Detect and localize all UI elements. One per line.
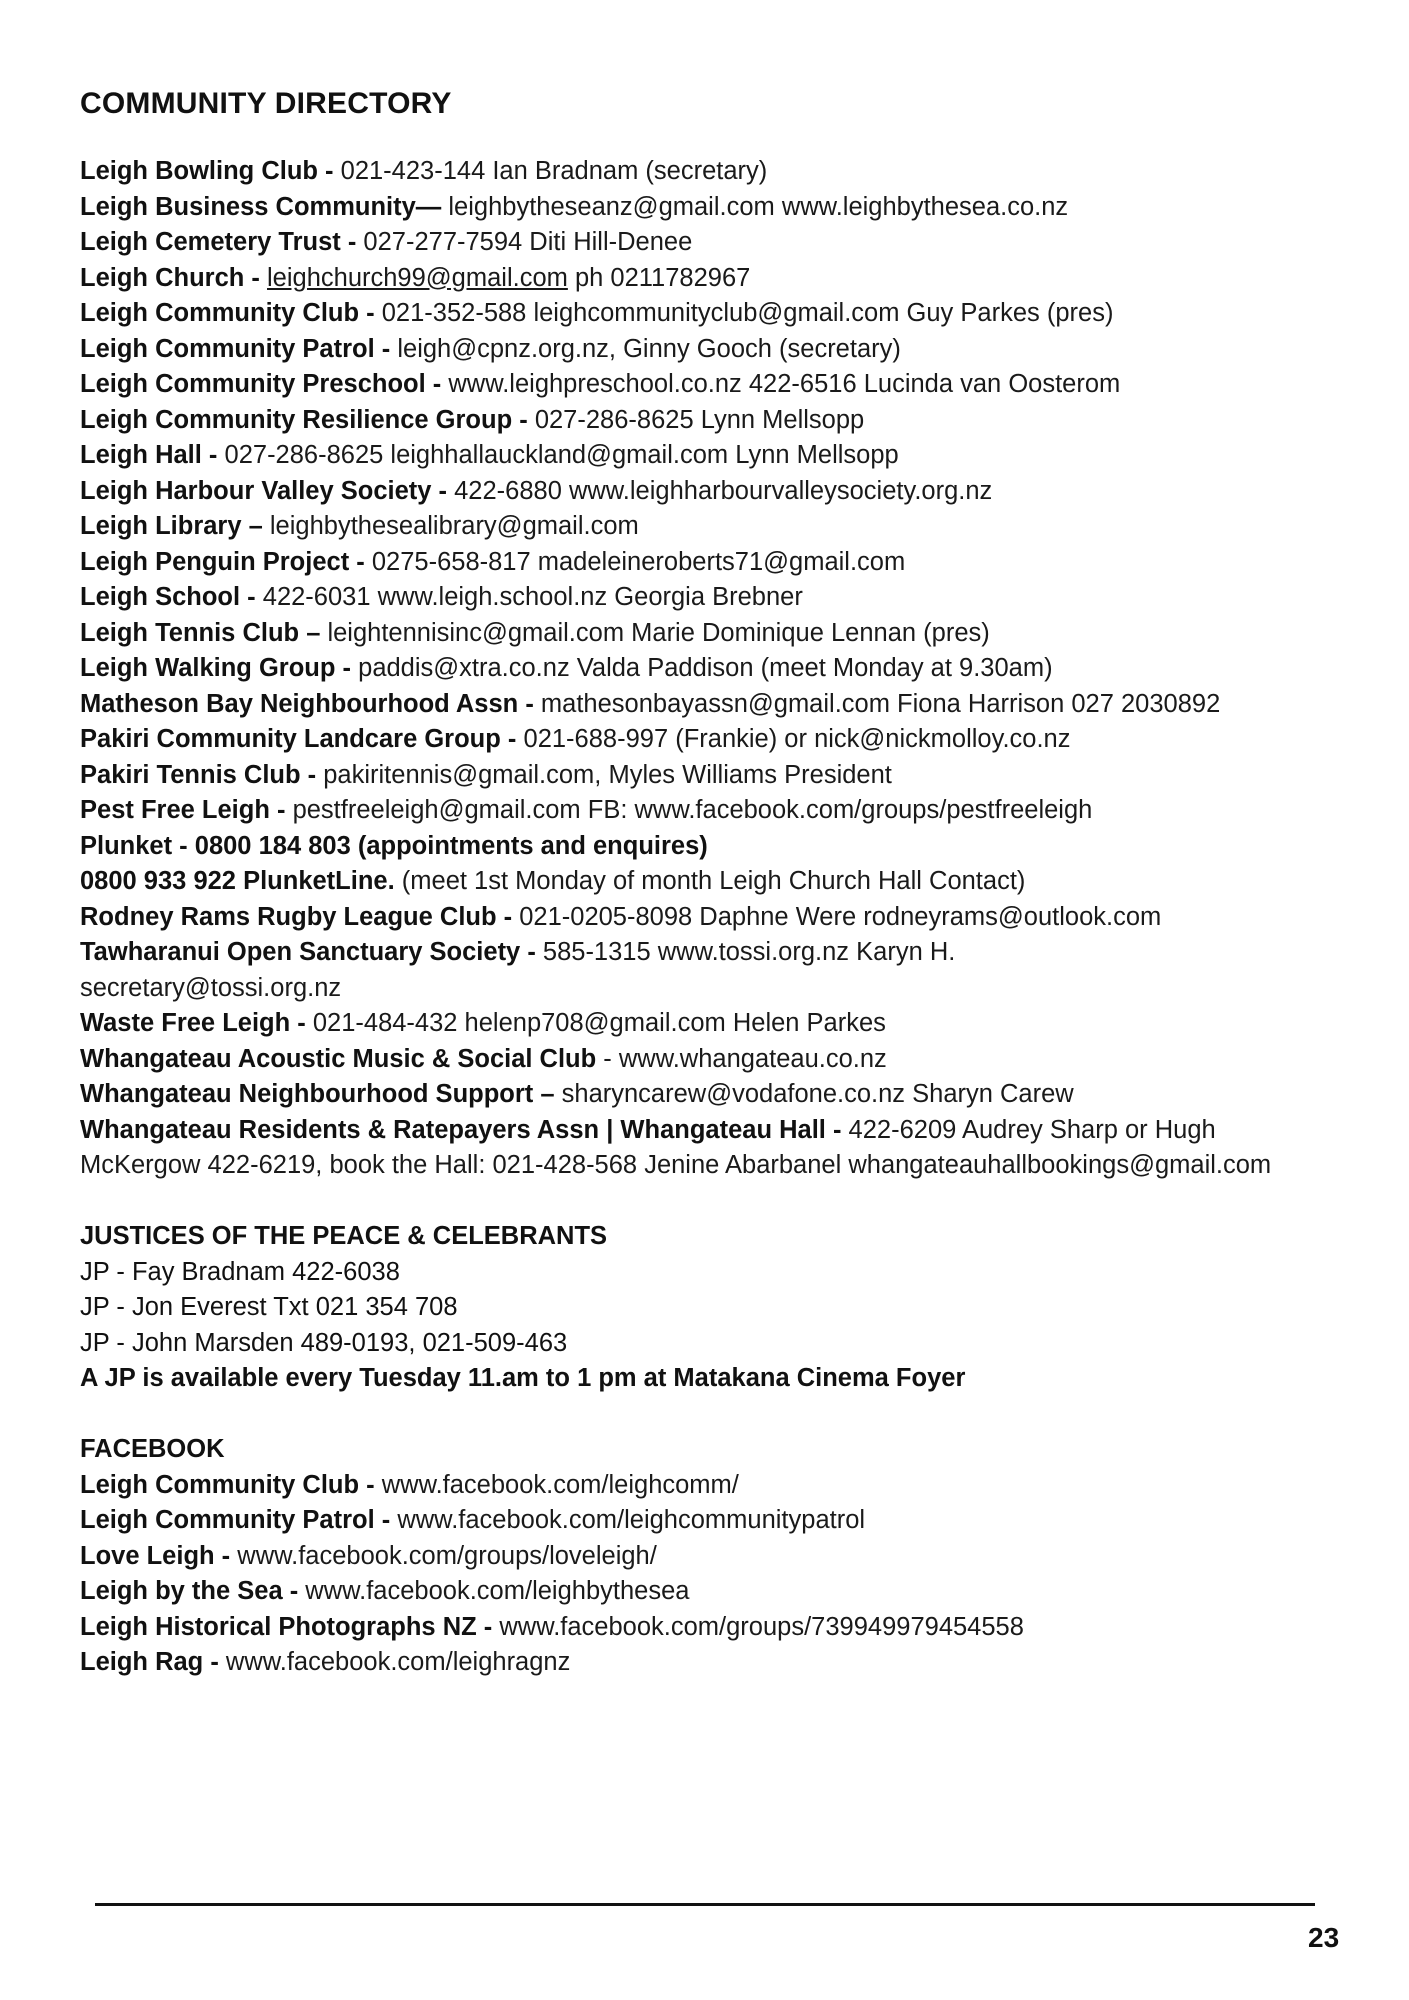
facebook-url: www.facebook.com/groups/739949979454558 xyxy=(492,1612,1024,1641)
entry-detail: 422-6880 www.leighharbourvalleysociety.org.nz xyxy=(447,476,993,505)
entry-name: Leigh Harbour Valley Society - xyxy=(80,476,448,505)
directory-entry xyxy=(80,474,1350,510)
entry-detail: leightennisinc@gmail.com Marie Dominique Lennan (pres) xyxy=(320,618,990,647)
entry-detail: 021-423-144 Ian Bradnam (secretary) xyxy=(333,157,768,185)
directory-entry xyxy=(80,722,1350,758)
directory-entry xyxy=(80,296,1350,332)
entry-detail: 0275-658-817 madeleineroberts71@gmail.com xyxy=(364,547,906,576)
directory-entry xyxy=(80,829,1350,865)
directory-entry xyxy=(80,367,1350,403)
directory-entry xyxy=(80,616,1350,652)
entry-name: Whangateau Neighbourhood Support – xyxy=(80,1080,555,1108)
directory-entry xyxy=(80,225,1350,261)
directory-entry xyxy=(80,1042,1350,1078)
entry-name: Waste Free Leigh - xyxy=(80,1009,306,1037)
entry-detail: 027-286-8625 Lynn Mellsopp xyxy=(527,405,865,434)
entry-name: Leigh Penguin Project - xyxy=(80,547,365,576)
directory-entry xyxy=(80,758,1350,794)
footer-divider xyxy=(95,1903,1315,1906)
directory-list xyxy=(80,154,1350,1681)
facebook-entry xyxy=(80,1468,1350,1504)
directory-entry xyxy=(80,261,1350,297)
directory-entry xyxy=(80,438,1350,474)
entry-name: Leigh Tennis Club – xyxy=(80,618,321,647)
entry-detail: sharyncarew@vodafone.co.nz Sharyn Carew xyxy=(554,1080,1074,1108)
page-number: 23 xyxy=(1308,1922,1340,1953)
entry-detail: 021-0205-8098 Daphne Were rodneyrams@outlook.com xyxy=(512,902,1162,931)
entry-detail: 021-484-432 helenp708@gmail.com Helen Parkes xyxy=(305,1009,886,1037)
facebook-section-heading: FACEBOOK xyxy=(80,1435,225,1463)
entry-detail: (meet 1st Monday of month Leigh Church Hall Contact) xyxy=(394,867,1026,895)
entry-name: Whangateau Acoustic Music & Social Club xyxy=(80,1044,597,1073)
entry-name: Leigh Hall - xyxy=(80,441,218,469)
directory-page xyxy=(80,84,1350,1681)
directory-entry xyxy=(80,509,1350,545)
jp-entry: JP - John Marsden 489-0193, 021-509-463 xyxy=(80,1328,568,1357)
entry-detail: ph 0211782967 xyxy=(567,263,751,292)
entry-name: Tawharanui Open Sanctuary Society - xyxy=(80,938,536,966)
entry-name: Plunket - 0800 184 803 (appointments and enquires) xyxy=(80,831,708,860)
directory-entry xyxy=(80,1006,1350,1042)
entry-name: Leigh Community Club - xyxy=(80,299,375,327)
entry-detail: leigh@cpnz.org.nz, Ginny Gooch (secretary) xyxy=(390,334,901,363)
jp-section-heading: JUSTICES OF THE PEACE & CELEBRANTS xyxy=(80,1222,608,1250)
facebook-page-name: Leigh Community Club - xyxy=(80,1470,375,1499)
entry-name: Leigh Community Preschool - xyxy=(80,370,442,398)
facebook-page-name: Love Leigh - xyxy=(80,1541,231,1570)
directory-entry xyxy=(80,687,1295,723)
entry-detail: paddis@xtra.co.nz Valda Paddison (meet Monday at 9.30am) xyxy=(351,654,1053,682)
facebook-entry xyxy=(80,1503,1350,1539)
directory-entry xyxy=(80,651,1350,687)
entry-detail: leighbytheseanz@gmail.com www.leighbythesea.co.nz xyxy=(441,192,1069,221)
entry-detail: 021-688-997 (Frankie) or nick@nickmolloy.co.nz xyxy=(516,725,1071,753)
entry-name: Leigh School - xyxy=(80,583,256,611)
directory-entry xyxy=(80,935,1160,1006)
directory-entry xyxy=(80,1077,1350,1113)
entry-name: Pest Free Leigh - xyxy=(80,796,286,824)
facebook-url: www.facebook.com/groups/loveleigh/ xyxy=(230,1541,657,1570)
entry-detail: pestfreeleigh@gmail.com FB: www.facebook.com/groups/pestfreeleigh xyxy=(285,796,1093,824)
directory-entry xyxy=(80,403,1350,439)
facebook-entry xyxy=(80,1645,1350,1681)
facebook-url: www.facebook.com/leighcomm/ xyxy=(374,1470,739,1499)
directory-entry xyxy=(80,154,1350,190)
directory-entry xyxy=(80,545,1350,581)
entry-detail: www.leighpreschool.co.nz 422-6516 Lucinda van Oosterom xyxy=(441,370,1121,398)
entry-name: Leigh Library – xyxy=(80,512,263,540)
directory-entry xyxy=(80,332,1350,368)
entry-name: Leigh Church - xyxy=(80,263,260,292)
entry-detail: mathesonbayassn@gmail.com Fiona Harrison 027 2030892 xyxy=(533,689,1221,718)
facebook-url: www.facebook.com/leighcommunitypatrol xyxy=(390,1506,866,1534)
entry-name: Leigh Business Community— xyxy=(80,192,442,221)
entry-name: Leigh Cemetery Trust - xyxy=(80,228,357,256)
directory-entry xyxy=(80,864,1350,900)
directory-entry xyxy=(80,1113,1330,1184)
facebook-page-name: Leigh by the Sea - xyxy=(80,1577,299,1605)
entry-name: Leigh Bowling Club - xyxy=(80,157,334,185)
entry-name: Pakiri Tennis Club - xyxy=(80,760,317,789)
page-title: COMMUNITY DIRECTORY xyxy=(80,87,452,120)
facebook-entry xyxy=(80,1574,1350,1610)
jp-entry: JP - Fay Bradnam 422-6038 xyxy=(80,1257,400,1286)
entry-detail: - www.whangateau.co.nz xyxy=(596,1044,887,1073)
facebook-page-name: Leigh Community Patrol - xyxy=(80,1506,391,1534)
directory-entry xyxy=(80,190,1350,226)
entry-detail: 027-286-8625 leighhallauckland@gmail.com Lynn Mellsopp xyxy=(217,441,899,469)
entry-detail: 422-6031 www.leigh.school.nz Georgia Brebner xyxy=(255,583,803,611)
facebook-entry xyxy=(80,1539,1350,1575)
directory-entry xyxy=(80,900,1350,936)
jp-availability-note: A JP is available every Tuesday 11.am to 1 pm at Matakana Cinema Foyer xyxy=(80,1364,966,1392)
facebook-url: www.facebook.com/leighbythesea xyxy=(298,1577,690,1605)
directory-entry xyxy=(80,580,1350,616)
entry-detail: 021-352-588 leighcommunityclub@gmail.com Guy Parkes (pres) xyxy=(374,299,1114,327)
entry-name: Leigh Community Patrol - xyxy=(80,334,391,363)
entry-detail: 422-6209 Audrey Sharp or Hugh McKergow 422-6219, book the Hall: 021-428-568 Jenine Abarbanel whangateauhallbookings@gmail.com xyxy=(80,1115,1272,1179)
church-email-link[interactable]: leighchurch99@gmail.com xyxy=(267,263,568,292)
entry-detail: pakiritennis@gmail.com, Myles Williams President xyxy=(316,760,892,789)
entry-name: Leigh Walking Group - xyxy=(80,654,352,682)
entry-name: Rodney Rams Rugby League Club - xyxy=(80,902,513,931)
facebook-url: www.facebook.com/leighragnz xyxy=(218,1648,571,1676)
entry-name: Leigh Community Resilience Group - xyxy=(80,405,528,434)
facebook-entry xyxy=(80,1610,1350,1646)
entry-name: 0800 933 922 PlunketLine. xyxy=(80,867,395,895)
facebook-page-name: Leigh Rag - xyxy=(80,1648,219,1676)
entry-detail: 027-277-7594 Diti Hill-Denee xyxy=(356,228,693,256)
entry-detail: leighbythesealibrary@gmail.com xyxy=(262,512,639,540)
directory-entry xyxy=(80,793,1350,829)
entry-detail: 585-1315 www.tossi.org.nz Karyn H. secretary@tossi.org.nz xyxy=(80,938,956,1002)
entry-name: Pakiri Community Landcare Group - xyxy=(80,725,517,753)
jp-entry: JP - Jon Everest Txt 021 354 708 xyxy=(80,1293,458,1321)
entry-name: Whangateau Residents & Ratepayers Assn | Whangateau Hall - xyxy=(80,1115,842,1144)
entry-name: Matheson Bay Neighbourhood Assn - xyxy=(80,689,534,718)
facebook-page-name: Leigh Historical Photographs NZ - xyxy=(80,1612,493,1641)
